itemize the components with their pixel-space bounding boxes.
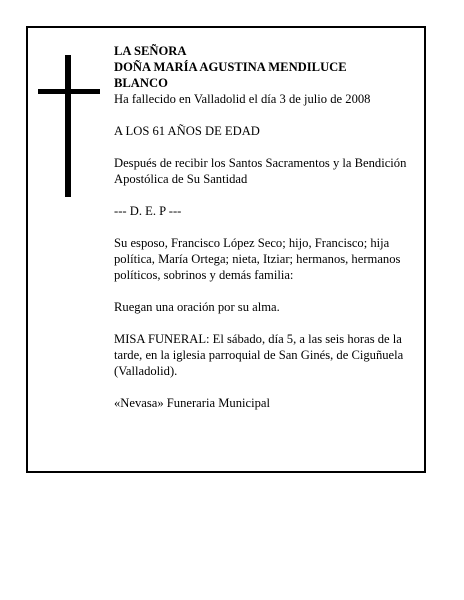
obituary-notice [26, 26, 426, 473]
title-line-2: DOÑA MARÍA AGUSTINA MENDILUCE [114, 60, 347, 74]
prayer-request: Ruegan una oración por su alma. [114, 300, 280, 314]
cross-horizontal-bar [38, 89, 100, 94]
rip-line: --- D. E. P --- [114, 204, 182, 218]
death-statement: Ha fallecido en Valladolid el día 3 de julio de 2008 [114, 92, 371, 106]
sacraments-statement: Después de recibir los Santos Sacramentos y la Bendición Apostólica de Su Santidad [114, 156, 407, 186]
title-line-3: BLANCO [114, 76, 168, 90]
notice-text [114, 43, 420, 427]
cross-icon [38, 55, 100, 197]
notice-header [114, 43, 420, 107]
family-statement: Su esposo, Francisco López Seco; hijo, Francisco; hija política, María Ortega; nieta, Itziar; hermanos, hermanos políticos, sobrinos y demás familia: [114, 236, 401, 282]
funeral-home: «Nevasa» Funeraria Municipal [114, 396, 270, 410]
funeral-mass-info: MISA FUNERAL: El sábado, día 5, a las seis horas de la tarde, en la iglesia parroquial de San Ginés, de Ciguñuela (Valladolid). [114, 332, 404, 378]
title-line-1: LA SEÑORA [114, 44, 187, 58]
cross-vertical-bar [65, 55, 71, 197]
age-statement: A LOS 61 AÑOS DE EDAD [114, 124, 260, 138]
